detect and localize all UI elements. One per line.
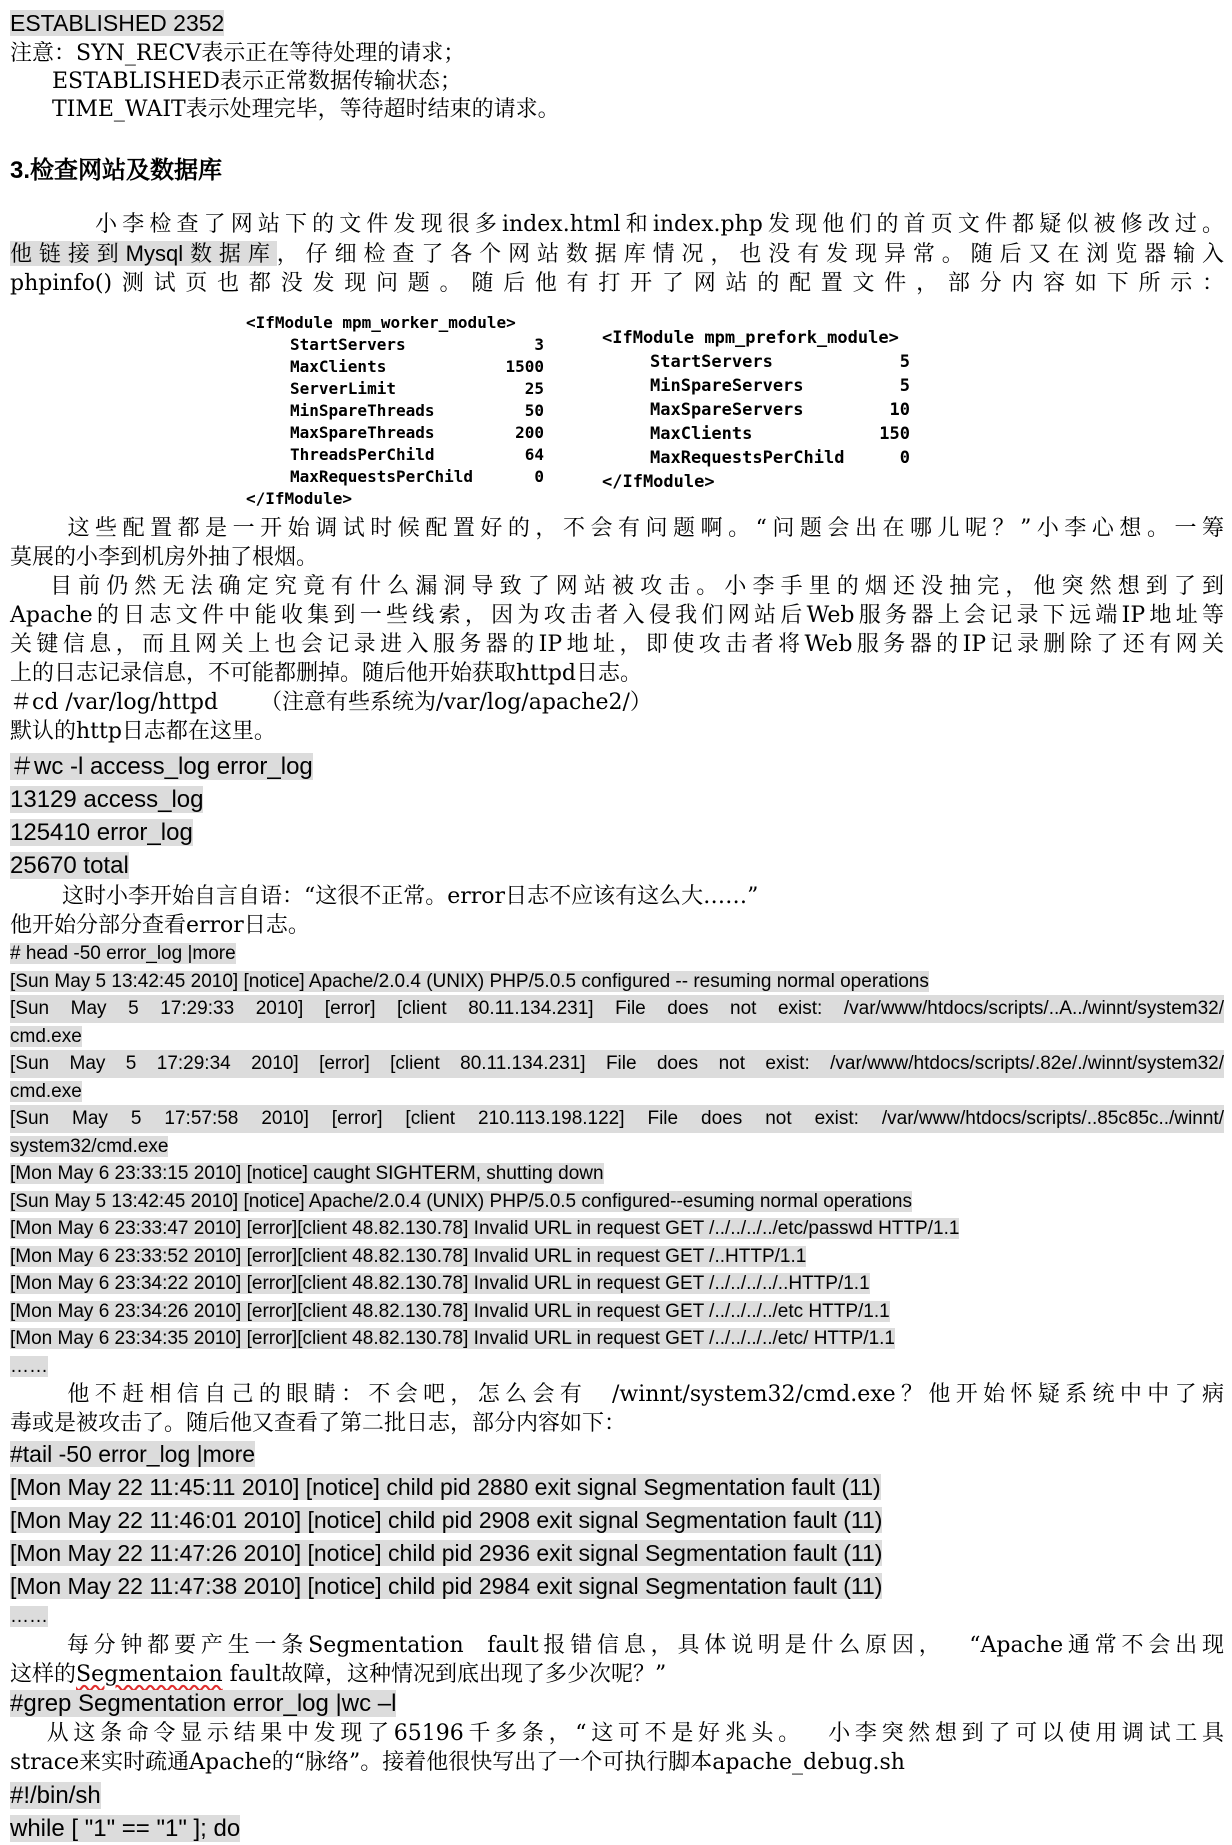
config-header: <IfModule mpm_prefork_module> — [602, 328, 899, 348]
config-image — [10, 308, 1224, 508]
config-footer: </IfModule> — [602, 472, 715, 492]
log-line: [Mon May 6 23:33:15 2010] [notice] caught SIGHTERM, shutting down — [10, 1163, 604, 1184]
config-row: MaxSpareServers 10 — [650, 400, 910, 420]
log-line: [Mon May 22 11:46:01 2010] [notice] child pid 2908 exit signal Segmentation fault (11) — [10, 1507, 883, 1533]
config-header: <IfModule mpm_worker_module> — [246, 313, 516, 332]
log-line: [Mon May 22 11:47:38 2010] [notice] child pid 2984 exit signal Segmentation fault (11) — [10, 1573, 883, 1599]
paragraph-line: 他开始分部分查看error日志。 — [10, 913, 310, 938]
section-title: 3.检查网站及数据库 — [10, 157, 223, 184]
config-row: MaxRequestsPerChild 0 — [290, 467, 544, 486]
paragraph-line: phpinfo()测试页也都没发现问题。随后他有打开了网站的配置文件，部分内容如下所示： — [10, 271, 1224, 296]
wc-output-line: 13129 access_log — [10, 786, 204, 813]
note-line: ESTABLISHED表示正常数据传输状态； — [10, 69, 462, 94]
script-block — [10, 1779, 1224, 1845]
log-ellipsis: …… — [10, 1355, 48, 1377]
config-row: MaxClients 150 — [650, 424, 910, 444]
log-command: #tail -50 error_log |more — [10, 1441, 256, 1467]
log-line: [Mon May 6 23:34:26 2010] [error][client 48.82.130.78] Invalid URL in request GET /../../../../etc HTTP/1.1 — [10, 1300, 890, 1322]
log-line: [Sun May 5 17:57:58 2010] [error] [client 210.113.198.122] File does not exist: /var/www/htdocs/scripts/..85c85c../winnt/ — [10, 1105, 1224, 1133]
log-line: [Mon May 6 23:34:22 2010] [error][client 48.82.130.78] Invalid URL in request GET /../../../../..HTTP/1.1 — [10, 1273, 870, 1294]
log-line: cmd.exe — [10, 1025, 82, 1047]
log-ellipsis: …… — [10, 1606, 48, 1627]
paragraph-line: 他链接到Mysql数据库，仔细检查了各个网站数据库情况，也没有发现异常。随后又在浏览器输入 — [10, 241, 1224, 267]
log-line: [Mon May 22 11:47:26 2010] [notice] child pid 2936 exit signal Segmentation fault (11) — [10, 1540, 883, 1566]
cd-command-line: ＃cd /var/log/httpd （注意有些系统为/var/log/apache2/） — [10, 690, 652, 715]
document-page — [10, 6, 1224, 1845]
note-line: 注意：SYN_RECV表示正在等待处理的请求； — [10, 41, 466, 66]
paragraph-line: 他不赶相信自己的眼睛：不会吧，怎么会有 /winnt/system32/cmd.exe？他开始怀疑系统中中了病 — [62, 1382, 1224, 1407]
established-line: ESTABLISHED 2352 — [10, 10, 225, 36]
paragraph-line: Apache的日志文件中能收集到一些线索，因为攻击者入侵我们网站后Web服务器上会记录下远端IP地址等 — [10, 603, 1224, 628]
paragraph-line: 上的日志记录信息，不可能都删掉。随后他开始获取httpd日志。 — [10, 661, 643, 686]
config-row: MinSpareThreads 50 — [290, 401, 544, 420]
log-line: [Sun May 5 13:42:45 2010] [notice] Apache/2.0.4 (UNIX) PHP/5.0.5 configured -- resuming normal operations — [10, 970, 929, 992]
log-line: [Mon May 6 23:33:47 2010] [error][client 48.82.130.78] Invalid URL in request GET /../../../../etc/passwd HTTP/1.1 — [10, 1218, 960, 1239]
log-line: [Mon May 22 11:45:11 2010] [notice] child pid 2880 exit signal Segmentation fault (11) — [10, 1474, 881, 1500]
paragraph-line: 目前仍然无法确定究竟有什么漏洞导致了网站被攻击。小李手里的烟还没抽完，他突然想到了到 — [44, 574, 1224, 599]
config-row: StartServers 5 — [650, 352, 910, 372]
log-line: [Mon May 6 23:33:52 2010] [error][client 48.82.130.78] Invalid URL in request GET /..HTTP/1.1 — [10, 1245, 807, 1267]
paragraph-line: 这时小李开始自言自语：“这很不正常。error日志不应该有这么大……” — [62, 884, 759, 909]
config-row: ThreadsPerChild 64 — [290, 445, 544, 464]
paragraph-line: 小李检查了网站下的文件发现很多index.html和index.php发现他们的首页文件都疑似被修改过。 — [90, 212, 1224, 237]
config-row: MaxSpareThreads 200 — [290, 423, 544, 442]
log-command: # head -50 error_log |more — [10, 943, 236, 964]
grep-command: #grep Segmentation error_log |wc –l — [10, 1689, 397, 1717]
log-line: [Sun May 5 17:29:34 2010] [error] [client 80.11.134.231] File does not exist: /var/www/htdocs/scripts/.82e/./winnt/system32/ — [10, 1050, 1224, 1078]
config-footer: </IfModule> — [246, 489, 352, 508]
log-line: [Sun May 5 13:42:45 2010] [notice] Apache/2.0.4 (UNIX) PHP/5.0.5 configured--esuming normal operations — [10, 1190, 912, 1212]
wc-command: ＃wc -l access_log error_log — [10, 753, 313, 780]
log-line: system32/cmd.exe — [10, 1135, 169, 1157]
config-prefork-block — [602, 326, 910, 494]
paragraph-line: 每分钟都要产生一条Segmentation fault报错信息，具体说明是什么原因， “Apache通常不会出现 — [62, 1632, 1224, 1658]
paragraph-line: 关键信息，而且网关上也会记录进入服务器的IP地址，即使攻击者将Web服务器的IP记录删除了还有网关 — [10, 632, 1224, 657]
config-worker-block — [246, 312, 544, 510]
paragraph-line: 毒或是被攻击了。随后他又查看了第二批日志，部分内容如下： — [10, 1411, 627, 1436]
script-line: #!/bin/sh — [10, 1781, 101, 1809]
note-line: TIME_WAIT表示处理完毕，等待超时结束的请求。 — [10, 97, 560, 122]
config-row: StartServers 3 — [290, 335, 544, 354]
tail-log-block — [10, 1438, 1224, 1631]
log-line: [Mon May 6 23:34:35 2010] [error][client 48.82.130.78] Invalid URL in request GET /../../../../etc/ HTTP/1.1 — [10, 1328, 896, 1349]
config-row: MaxRequestsPerChild 0 — [650, 448, 910, 468]
paragraph-line: 默认的http日志都在这里。 — [10, 719, 276, 744]
paragraph-line: strace来实时疏通Apache的“脉络”。接着他很快写出了一个可执行脚本apache_debug.sh — [10, 1749, 905, 1775]
log-line: cmd.exe — [10, 1080, 82, 1102]
wc-output-line: 125410 error_log — [10, 819, 193, 846]
config-row: MinSpareServers 5 — [650, 376, 910, 396]
config-row: ServerLimit 25 — [290, 379, 544, 398]
paragraph-line: 莫展的小李到机房外抽了根烟。 — [10, 545, 319, 570]
wc-output-line: 25670 total — [10, 852, 129, 879]
log-line: [Sun May 5 17:29:33 2010] [error] [client 80.11.134.231] File does not exist: /var/www/htdocs/scripts/..A../winnt/system32/ — [10, 995, 1224, 1023]
script-line: while [ "1" == "1" ]; do — [10, 1814, 241, 1842]
head-log-block — [10, 940, 1224, 1380]
paragraph-line: 从这条命令显示结果中发现了65196千多条，“这可不是好兆头。 小李突然想到了可以使用调试工具 — [42, 1720, 1224, 1746]
misspelled-word: Segmentaion — [76, 1661, 223, 1687]
paragraph-line: 这样的Segmentaion fault故障，这种情况到底出现了多少次呢？” — [10, 1661, 667, 1687]
paragraph-line: 这些配置都是一开始调试时候配置好的，不会有问题啊。“问题会出在哪儿呢？”小李心想。一筹 — [62, 516, 1224, 541]
config-row: MaxClients 1500 — [290, 357, 544, 376]
